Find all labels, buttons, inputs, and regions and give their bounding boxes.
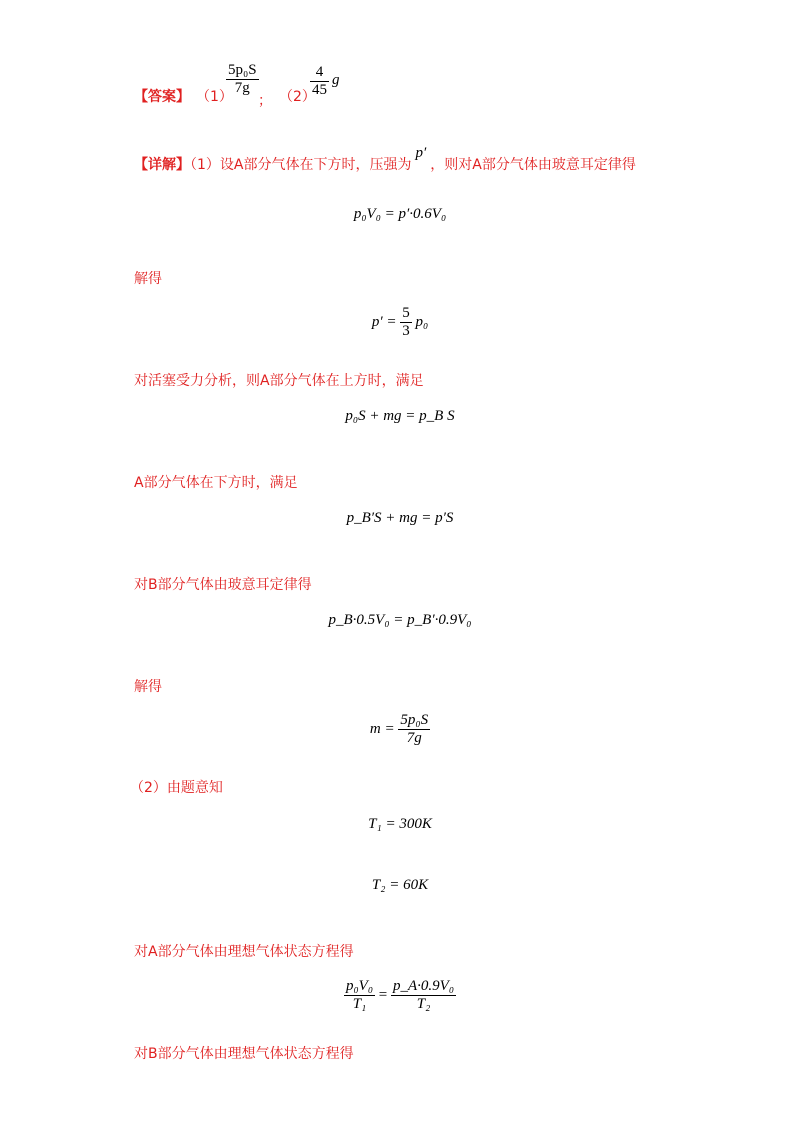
equation-6	[0, 712, 800, 747]
detail-intro-b: ，则对A部分气体由玻意耳定律得	[430, 157, 636, 173]
detail-intro-var: p′	[415, 145, 427, 161]
a-state-text: 对A部分气体由理想气体状态方程得	[134, 944, 354, 960]
equation-6-denominator: 7g	[406, 730, 422, 746]
equation-9-left-fraction	[344, 978, 375, 1013]
equation-6-lhs: m =	[369, 720, 399, 737]
equation-9-right-numerator: p_A·0.9V₀	[393, 978, 455, 994]
equation-9	[0, 978, 800, 1013]
answer-separator: ；	[258, 93, 272, 109]
equation-9-left-numerator: p₀V₀	[345, 978, 374, 994]
equation-3: p₀S + mg = p_B S	[345, 408, 455, 424]
equation-2	[0, 305, 800, 340]
equation-2-fraction	[400, 305, 412, 340]
equation-9-equals: =	[378, 986, 391, 1003]
equation-2-tail: p₀	[415, 313, 429, 330]
answer-fraction-2	[310, 64, 329, 99]
answer-part2-label: （2）	[279, 89, 316, 105]
answer-frac2-denominator: 45	[312, 82, 327, 98]
equation-9-left-denominator: T₁	[352, 996, 367, 1012]
detail-intro-a: （1）设A部分气体在下方时，压强为	[190, 157, 412, 173]
detail-label: 【详解】	[134, 157, 190, 173]
part2-text: （2）由题意知	[130, 780, 223, 796]
equation-5: p_B·0.5V₀ = p_B′·0.9V₀	[328, 612, 472, 628]
equation-9-right-fraction	[391, 978, 456, 1013]
answer-frac2-tail: g	[332, 72, 340, 88]
b-state-text: 对B部分气体由理想气体状态方程得	[134, 1046, 354, 1062]
solve-label-2: 解得	[134, 679, 162, 695]
answer-part1-label: （1）	[196, 89, 233, 105]
equation-2-denominator: 3	[402, 323, 410, 339]
equation-1: p₀V₀ = p′·0.6V₀	[353, 206, 447, 222]
equation-9-right-denominator: T₂	[416, 996, 431, 1012]
answer-frac1-denominator: 7g	[234, 80, 250, 96]
answer-fraction-1	[226, 62, 259, 97]
equation-4: p_B′S + mg = p′S	[346, 510, 454, 526]
equation-8: T₂ = 60K	[371, 877, 429, 893]
equation-7: T₁ = 300K	[368, 816, 432, 832]
equation-6-fraction	[398, 712, 430, 747]
a-below-text: A部分气体在下方时，满足	[134, 475, 298, 491]
force-analysis-text: 对活塞受力分析，则A部分气体在上方时，满足	[134, 373, 424, 389]
solve-label-1: 解得	[134, 271, 162, 287]
equation-2-numerator: 5	[402, 305, 410, 321]
answer-label: 【答案】	[134, 89, 190, 105]
equation-6-numerator: 5p₀S	[400, 712, 429, 728]
answer-frac2-numerator: 4	[310, 64, 329, 82]
equation-2-lhs: p′ =	[371, 313, 401, 330]
detail-line	[134, 145, 734, 174]
answer-frac1-numerator: 5p₀S	[228, 62, 257, 78]
b-boyle-text: 对B部分气体由玻意耳定律得	[134, 577, 312, 593]
